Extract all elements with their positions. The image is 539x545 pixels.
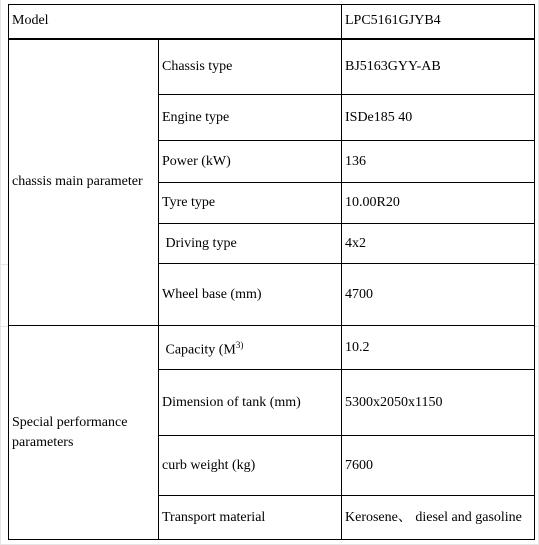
row-label: curb weight (kg) bbox=[159, 436, 342, 496]
capacity-unit-sup: 3) bbox=[235, 339, 244, 350]
spec-table bbox=[8, 4, 535, 540]
row-label: Wheel base (mm) bbox=[159, 264, 342, 326]
row-value: BJ5163GYY-AB bbox=[342, 39, 535, 95]
row-value: 7600 bbox=[342, 436, 535, 496]
row-value: 4700 bbox=[342, 264, 535, 326]
row-label: Engine type bbox=[159, 95, 342, 141]
row-value: Kerosene、 diesel and gasoline bbox=[342, 496, 535, 540]
model-value: LPC5161GJYB4 bbox=[342, 5, 535, 39]
row-label: Driving type bbox=[159, 224, 342, 264]
row-value: ISDe185 40 bbox=[342, 95, 535, 141]
group-label-chassis: chassis main parameter bbox=[9, 39, 159, 326]
row-label: Tyre type bbox=[159, 183, 342, 224]
group-label-special: Special performance parameters bbox=[9, 326, 159, 540]
row-value: 10.2 bbox=[342, 326, 535, 370]
row-label-capacity bbox=[159, 326, 342, 370]
row-label: Power (kW) bbox=[159, 141, 342, 183]
row-label: Dimension of tank (mm) bbox=[159, 370, 342, 436]
table-row bbox=[9, 326, 535, 370]
table-row bbox=[9, 39, 535, 95]
row-value: 10.00R20 bbox=[342, 183, 535, 224]
row-value: 5300x2050x1150 bbox=[342, 370, 535, 436]
row-value: 136 bbox=[342, 141, 535, 183]
capacity-label: Capacity (M bbox=[162, 342, 236, 358]
model-row bbox=[9, 5, 535, 39]
row-label: Chassis type bbox=[159, 39, 342, 95]
row-label: Transport material bbox=[159, 496, 342, 540]
model-label: Model bbox=[9, 5, 342, 39]
row-value: 4x2 bbox=[342, 224, 535, 264]
